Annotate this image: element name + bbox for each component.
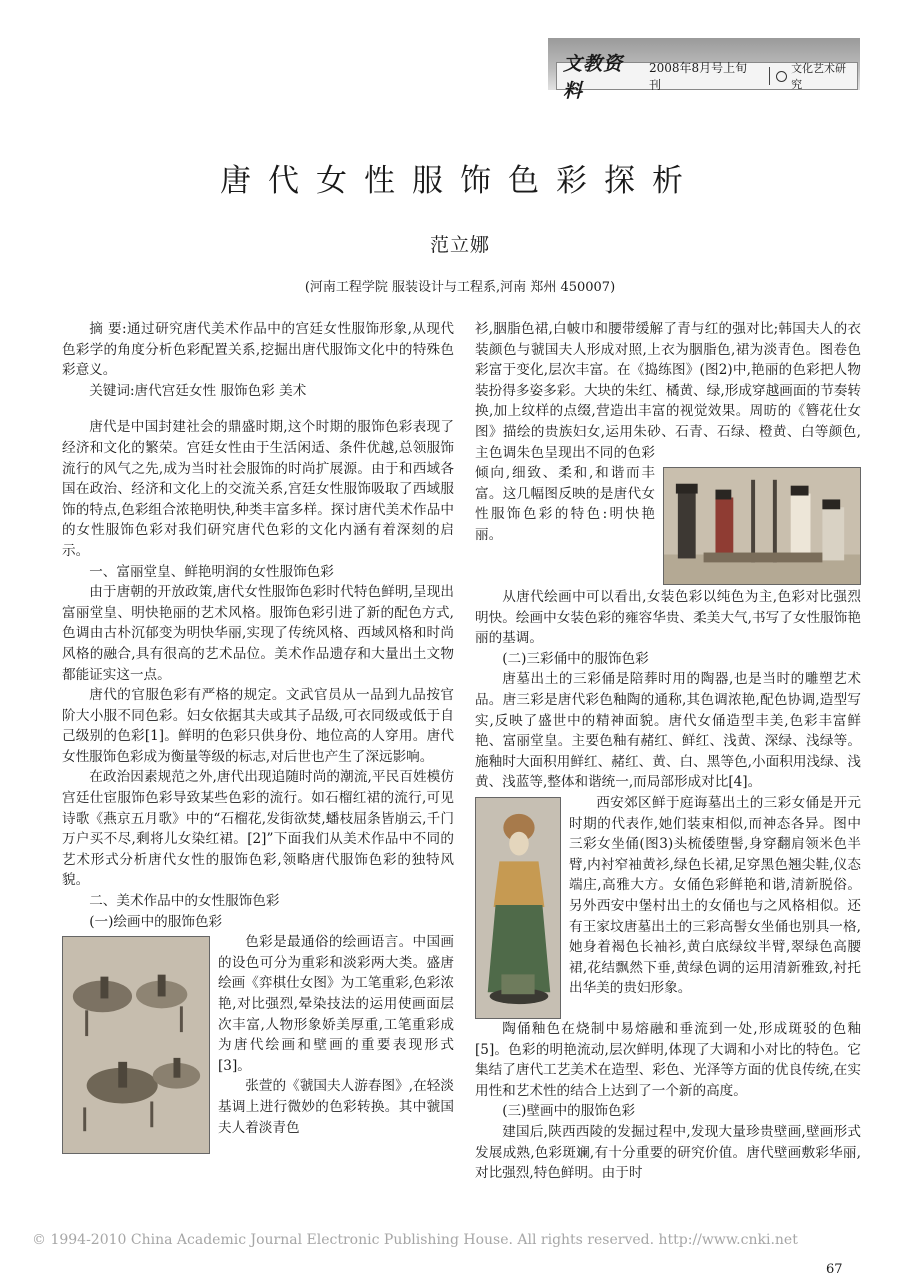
- paragraph: 从唐代绘画中可以看出,女装色彩以纯色为主,色彩对比强烈明快。绘画中女装色彩的雍容华贵、柔美大气,书写了女性服饰艳丽的基调。: [475, 589, 861, 647]
- paragraph: 唐代的官服色彩有严格的规定。文武官员从一品到九品按官阶大小服不同色彩。妇女依据其夫或其子品级,可衣同级或低于自己级别的色彩[1]。鲜明的色彩只供身份、地位高的人穿用。唐代女性服饰色彩成为衡量等级的标志,对后世也产生了深远影响。: [62, 687, 454, 765]
- paragraph: 陶俑釉色在烧制中易熔融和垂流到一处,形成斑驳的色釉[5]。色彩的明艳流动,层次鲜明,体现了大调和小对比的特色。它集结了唐代工艺美术在造型、彩色、光泽等方面的优良传统,在实用性和艺术性的结合上达到了一个新的高度。: [475, 1020, 861, 1099]
- paragraph: 色彩是最通俗的绘画语言。中国画的设色可分为重彩和淡彩两大类。盛唐绘画《弈棋仕女图》为工笔重彩,色彩浓艳,对比强烈,晕染技法的运用使画面层次丰富,人物形象娇美厚重,工笔重彩成为唐代绘画和壁画的重要表现形式[3]。: [218, 934, 454, 1074]
- subsection-heading: (一)绘画中的服饰色彩: [89, 913, 223, 930]
- subsection-heading: (二)三彩俑中的服饰色彩: [502, 650, 649, 667]
- paragraph: 在政治因素规范之外,唐代出现追随时尚的潮流,平民百姓模仿宫廷仕宦服饰色彩导致某些色彩的流行。如石榴红裙的流行,可见诗歌《燕京五月歌》中的“石榴花,发街欲焚,蟠枝屈条皆崩云,千门万户买不尽,剩将儿女染红裙。[2]”下面我们从美术作品中不同的艺术形式分析唐代女性的服饰色彩,领略唐代服饰色彩的独特风貌。: [62, 769, 454, 889]
- paragraph: 衫,胭脂色裙,白帔巾和腰带缓解了青与红的强对比;韩国夫人的衣装颜色与虢国夫人形成对照,上衣为胭脂色,裙为淡青色。图卷色彩富于变化,层次丰富。在《捣练图》(图2)中,艳丽的色彩把人物装扮得多姿多彩。大块的朱红、橘黄、绿,形成穿越画面的节奏转换,加上纹样的点缀,营造出丰富的视觉效果。周昉的《簪花仕女图》描绘的贵族妇女,运用朱砂、石青、石绿、橙黄、白等颜色,主色调朱色呈现出不同的色彩倾向,细致、柔和,和谐而丰富。这几幅图反映的是唐代女性服饰色彩的特色:明快艳丽。: [475, 321, 861, 543]
- article-title: 唐代女性服饰色彩探析: [220, 163, 700, 199]
- subsection-heading: (三)壁画中的服饰色彩: [502, 1103, 636, 1120]
- paragraph: 唐墓出土的三彩俑是陪葬时用的陶器,也是当时的雕塑艺术品。唐三彩是唐代彩色釉陶的通称,其色调浓艳,配色协调,造型写实,反映了盛世中的精神面貌。唐代女俑造型丰美,色彩丰富鲜艳、富丽堂皇。主要色釉有赭红、鲜红、浅黄、深绿、浅绿等。施釉时大面积用鲜红、赭红、黄、白、黑等色,小面积用浅绿、浅黄、浅蓝等,整体和谐统一,而局部形成对比[4]。: [475, 671, 861, 791]
- copyright-footer: © 1994-2010 China Academic Journal Electronic Publishing House. All rights reserved. http://www.cnki.net: [32, 1232, 798, 1248]
- figure-sancai-figurine: [475, 797, 561, 1019]
- abstract: 摘 要:通过研究唐代美术作品中的宫廷女性服饰形象,从现代色彩学的角度分析色彩配置关系,挖掘出唐代服饰文化中的特殊色彩意义。: [62, 321, 454, 379]
- paragraph: 唐代是中国封建社会的鼎盛时期,这个时期的服饰色彩表现了经济和文化的繁荣。宫廷女性由于生活闲适、条件优越,总领服饰流行的风气之先,成为当时社会服饰的时尚扩展源。由于和西域各国在政治、经济和文化上的交流关系,宫廷女性服饰吸取了西域服饰的特点,色彩组合浓艳明快,种类丰富多样。探讨唐代美术作品中的女性服饰色彩对我们研究唐代色彩的文化内涵有着深刻的启示。: [62, 419, 454, 559]
- spacer: [62, 401, 454, 417]
- section-heading: 一、富丽堂皇、鲜艳明润的女性服饰色彩: [89, 563, 334, 580]
- author-affiliation: (河南工程学院 服装设计与工程系,河南 郑州 450007): [304, 280, 616, 295]
- figure-wrap: [62, 932, 454, 1154]
- left-column: [62, 319, 454, 1154]
- journal-header: [556, 53, 858, 102]
- page-number: 67: [826, 1262, 843, 1277]
- paragraph: 张萱的《虢国夫人游春图》,在轻淡基调上进行微妙的色彩转换。其中虢国夫人着淡青色: [218, 1078, 454, 1136]
- author-name: 范立娜: [429, 234, 490, 256]
- paragraph: 西安郊区鲜于庭诲墓出土的三彩女俑是开元时期的代表作,她们装束相似,而神态各异。图中三彩女坐俑(图3)头梳倭堕髻,身穿翻肩领米色半臂,内衬窄袖黄衫,绿色长裙,足穿黑色翘尖鞋,仪态端庄,高雅大方。女俑色彩鲜艳和谐,清新脱俗。另外西安中堡村出土的女俑也与之风格相似。还有王家坟唐墓出土的三彩高髻女坐俑也别具一格,她身着褐色长袖衫,黄白底绿纹半臂,翠绿色高腰裙,花结飘然下垂,黄绿色调的运用清新雅致,衬托出华美的贵妇形象。: [569, 794, 861, 997]
- journal-name: 文教资料: [563, 53, 624, 102]
- section-label: 文化艺术研究: [791, 62, 847, 91]
- header-divider: [769, 67, 770, 85]
- section-heading: 二、美术作品中的女性服饰色彩: [89, 893, 280, 910]
- paragraph: 建国后,陕西西陵的发掘过程中,发现大量珍贵壁画,壁画形式发展成熟,色彩斑斓,有十分重要的研究价值。唐代壁画敷彩华丽,对比强烈,特色鲜明。由于时: [475, 1123, 861, 1182]
- figure-wrap: [475, 319, 861, 587]
- figure-wrap: [475, 793, 861, 1019]
- paragraph: 由于唐朝的开放政策,唐代女性服饰色彩时代特色鲜明,呈现出富丽堂皇、明快艳丽的艺术风格。服饰色彩引进了新的配色方式,色调由古朴沉郁变为明快华丽,实现了传统风格、西域风格和时尚风格的融合,具有很高的艺术品位。美术作品遗存和大量出土文物都能证实这一点。: [62, 584, 454, 683]
- right-column: [475, 319, 861, 1184]
- figure-painting-silk: [663, 467, 861, 585]
- circle-icon: [776, 71, 787, 82]
- issue-label: 2008年8月号上旬刊: [648, 61, 748, 92]
- keywords: 关键词:唐代宫廷女性 服饰色彩 美术: [89, 382, 307, 399]
- figure-painting-horses: [62, 936, 210, 1154]
